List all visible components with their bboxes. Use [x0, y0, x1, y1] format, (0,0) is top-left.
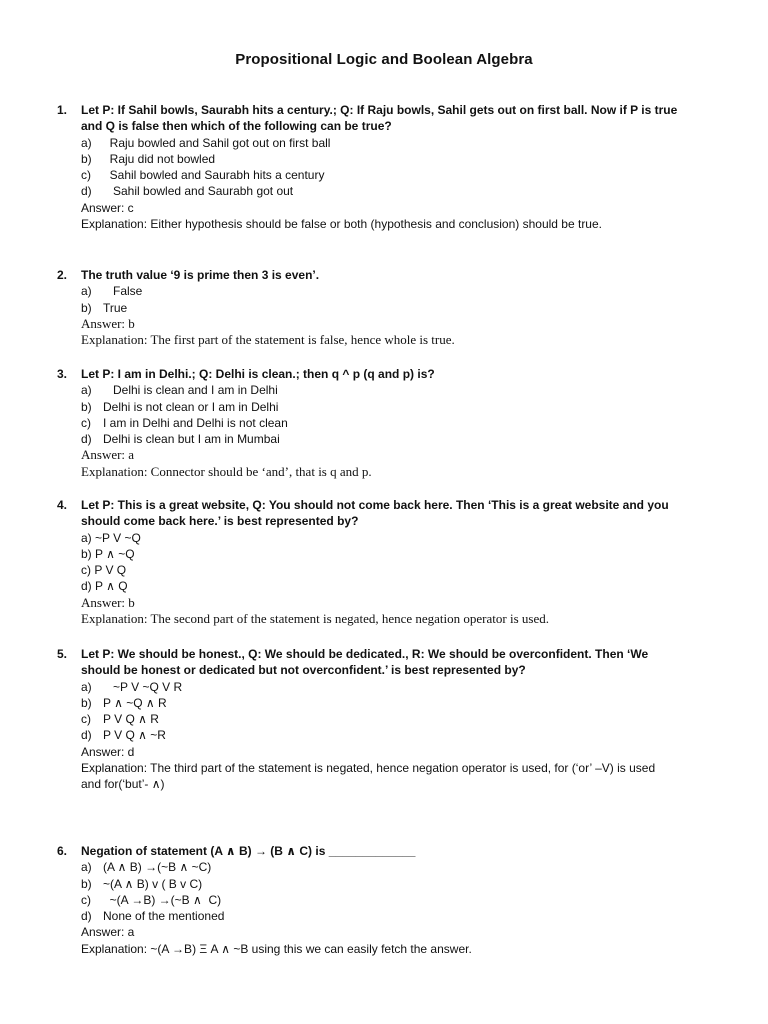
- question-number: 4.: [57, 498, 68, 512]
- option-a: a) ~P V ~Q V R: [81, 679, 183, 694]
- option-b: b) P ∧ ~Q: [81, 546, 135, 561]
- option-d: d) Delhi is clean but I am in Mumbai: [81, 432, 280, 447]
- question-text: and Q is false then which of the following can be true?: [81, 119, 392, 134]
- question-text: should come back here.’ is best represented by?: [81, 514, 359, 529]
- option-b: b) ~(A ∧ B) v ( B v C): [81, 876, 203, 891]
- option-d: d) P ∧ Q: [81, 579, 128, 594]
- question-text: Let P: This is a great website, Q: You should not come back here. Then ‘This is a great website and you: [81, 498, 669, 512]
- option-a: a) Delhi is clean and I am in Delhi: [81, 383, 278, 398]
- explanation: Explanation: Either hypothesis should be false or both (hypothesis and conclusion) should be true.: [81, 217, 602, 232]
- question-text: Let P: We should be honest., Q: We should be dedicated., R: We should be overconfident. Then ‘We: [81, 647, 649, 661]
- option-b: b) Raju did not bowled: [81, 151, 216, 166]
- option-a: a) False: [81, 284, 143, 299]
- explanation: Explanation: Connector should be ‘and’, that is q and p.: [81, 463, 372, 479]
- question-text: should be honest or dedicated but not overconfident.’ is best represented by?: [81, 663, 526, 678]
- answer: Answer: b: [81, 594, 135, 610]
- page-title: Propositional Logic and Boolean Algebra: [235, 51, 533, 68]
- option-d: d) None of the mentioned: [81, 909, 225, 924]
- answer: Answer: b: [81, 315, 135, 331]
- explanation: Explanation: The third part of the statement is negated, hence negation operator is used, for (‘or’ –V) is used: [81, 761, 656, 776]
- option-b: b) True: [81, 300, 128, 315]
- option-a: a) (A ∧ B) →(~B ∧ ~C): [81, 860, 212, 875]
- question-number: 1.: [57, 103, 68, 117]
- option-c: c) P V Q ∧ R: [81, 712, 159, 727]
- answer: Answer: c: [81, 200, 134, 215]
- option-d: d) Sahil bowled and Saurabh got out: [81, 184, 294, 199]
- question-number: 3.: [57, 367, 68, 381]
- option-a: a) Raju bowled and Sahil got out on first ball: [81, 135, 331, 150]
- question-number: 2.: [57, 268, 68, 282]
- option-c: c) I am in Delhi and Delhi is not clean: [81, 415, 288, 430]
- answer: Answer: d: [81, 744, 135, 759]
- question-text: Let P: If Sahil bowls, Saurabh hits a century.; Q: If Raju bowls, Sahil gets out on first ball. Now if P is true: [81, 103, 678, 117]
- question-text: The truth value ‘9 is prime then 3 is even’.: [81, 268, 320, 282]
- option-b: b) Delhi is not clean or I am in Delhi: [81, 399, 279, 414]
- option-b: b) P ∧ ~Q ∧ R: [81, 695, 167, 710]
- question-number: 5.: [57, 647, 68, 661]
- option-a: a) ~P V ~Q: [81, 530, 141, 545]
- option-c: c) Sahil bowled and Saurabh hits a century: [81, 168, 325, 183]
- option-c: c) P V Q: [81, 563, 127, 578]
- explanation: Explanation: ~(A →B) Ξ A ∧ ~B using this we can easily fetch the answer.: [81, 941, 472, 956]
- option-c: c) ~(A →B) →(~B ∧ C): [81, 892, 222, 907]
- explanation: Explanation: The second part of the statement is negated, hence negation operator is used.: [81, 611, 549, 627]
- explanation: Explanation: The first part of the statement is false, hence whole is true.: [81, 332, 455, 348]
- answer: Answer: a: [81, 925, 135, 940]
- explanation-continued: and for(‘but’- ∧): [81, 777, 165, 792]
- question-text: Negation of statement (A ∧ B) → (B ∧ C) is _____________: [81, 844, 416, 858]
- question-number: 6.: [57, 844, 68, 858]
- option-d: d) P V Q ∧ ~R: [81, 728, 166, 743]
- answer: Answer: a: [81, 447, 135, 463]
- question-text: Let P: I am in Delhi.; Q: Delhi is clean.; then q ^ p (q and p) is?: [81, 367, 435, 381]
